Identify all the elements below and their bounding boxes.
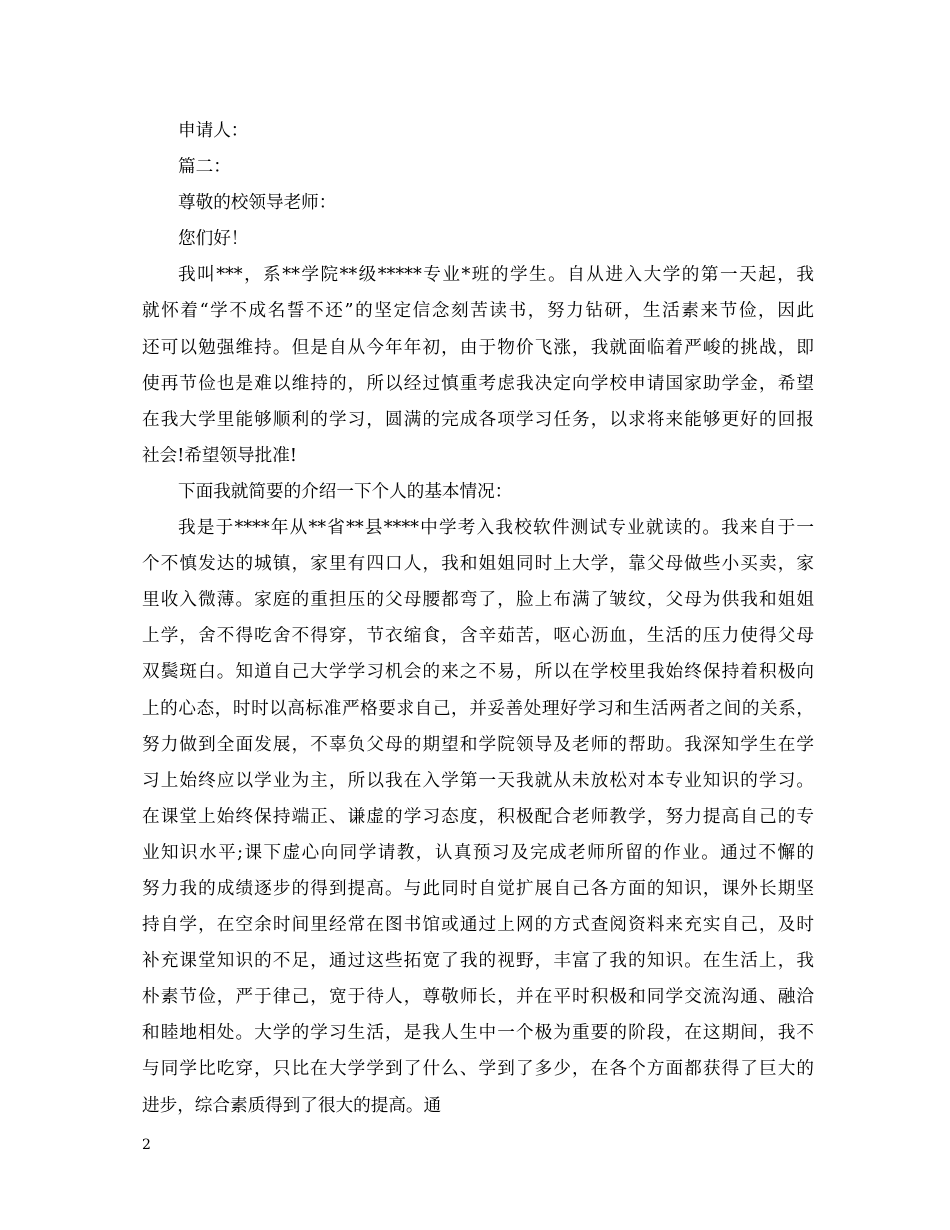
- text-line: 里收入微薄。家庭的重担压的父母腰都弯了，脸上布满了皱纹，父母为供我和姐姐: [142, 590, 814, 611]
- text-line: 就怀着“学不成名誓不还”的坚定信念刻苦读书，努力钻研，生活素来节俭，因此: [142, 301, 814, 322]
- text-line: 与同学比吃穿，只比在大学学到了什么、学到了多少，在各个方面都获得了巨大的: [142, 1059, 814, 1080]
- text-line: 补充课堂知识的不足，通过这些拓宽了我的视野，丰富了我的知识。在生活上，我: [142, 951, 814, 972]
- text-line: 习上始终应以学业为主，所以我在入学第一天我就从未放松对本专业知识的学习。: [142, 770, 814, 791]
- text-line: 我叫***，系**学院**级*****专业*班的学生。自从进入大学的第一天起，我: [178, 265, 814, 286]
- text-line: 还可以勉强维持。但是自从今年年初，由于物价飞涨，我就面临着严峻的挑战，即: [142, 337, 814, 358]
- text-line: 努力做到全面发展，不辜负父母的期望和学院领导及老师的帮助。我深知学生在学: [142, 734, 814, 755]
- text-line: 社会!希望领导批准!: [142, 445, 297, 466]
- text-line: 我是于****年从**省**县****中学考入我校软件测试专业就读的。我来自于一: [178, 518, 814, 539]
- text-line: 双鬓斑白。知道自己大学学习机会的来之不易，所以在学校里我始终保持着积极向: [142, 662, 814, 683]
- document-body: [142, 113, 814, 1124]
- text-line: 在课堂上始终保持端正、谦虚的学习态度，积极配合老师教学，努力提高自己的专: [142, 806, 814, 827]
- text-line: 努力我的成绩逐步的得到提高。与此同时自觉扩展自己各方面的知识，课外长期坚: [142, 878, 814, 899]
- page-number: 2: [142, 1137, 151, 1153]
- text-line: 朴素节俭，严于律己，宽于待人，尊敬师长，并在平时积极和同学交流沟通、融洽: [142, 987, 814, 1008]
- text-line: 使再节俭也是难以维持的，所以经过慎重考虑我决定向学校申请国家助学金，希望: [142, 373, 814, 394]
- text-line: 尊敬的校领导老师：: [178, 193, 337, 214]
- text-line: 上学，舍不得吃舍不得穿，节衣缩食，含辛茹苦，呕心沥血，生活的压力使得父母: [142, 626, 814, 647]
- text-line: 在我大学里能够顺利的学习，圆满的完成各项学习任务，以求将来能够更好的回报: [142, 409, 814, 430]
- text-line: 业知识水平;课下虚心向同学请教，认真预习及完成老师所留的作业。通过不懈的: [142, 842, 814, 863]
- text-line: 持自学，在空余时间里经常在图书馆或通过上网的方式查阅资料来充实自己，及时: [142, 915, 814, 936]
- text-line: 和睦地相处。大学的学习生活，是我人生中一个极为重要的阶段，在这期间，我不: [142, 1023, 814, 1044]
- text-line: 进步，综合素质得到了很大的提高。通: [142, 1095, 442, 1116]
- text-line: 上的心态，时时以高标准严格要求自己，并妥善处理好学习和生活两者之间的关系，: [142, 698, 814, 719]
- text-line: 您们好！: [178, 229, 249, 250]
- text-line: 篇二：: [178, 157, 231, 178]
- text-line: 申请人：: [178, 121, 249, 141]
- text-line: 个不慎发达的城镇，家里有四口人，我和姐姐同时上大学，靠父母做些小买卖，家: [142, 554, 814, 575]
- text-line: 下面我就简要的介绍一下个人的基本情况：: [178, 481, 513, 502]
